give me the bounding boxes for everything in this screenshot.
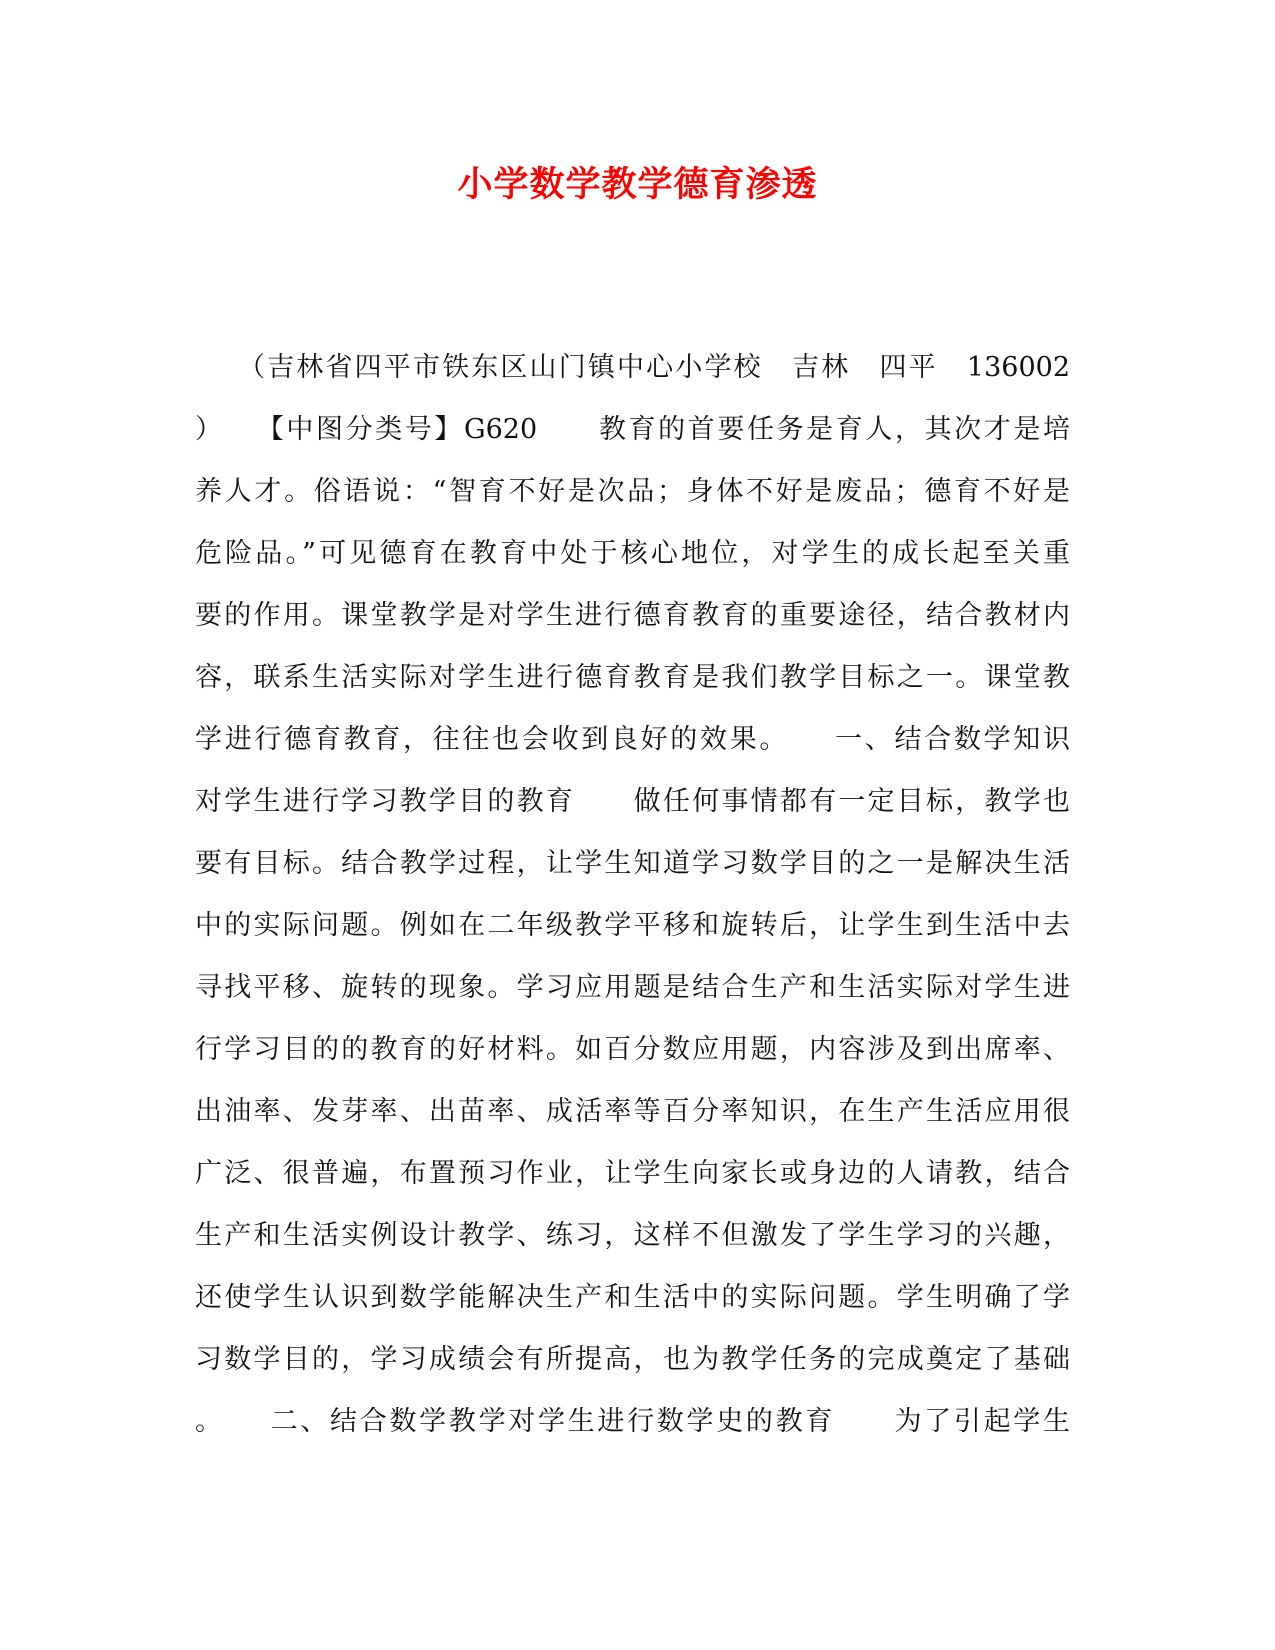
body-line: 广泛、很普遍，布置预习作业，让学生向家长或身边的人请教，结合 — [195, 1158, 1070, 1189]
body-line: 容，联系生活实际对学生进行德育教育是我们教学目标之一。课堂教 — [195, 662, 1070, 693]
body-line: 还使学生认识到数学能解决生产和生活中的实际问题。学生明确了学 — [195, 1282, 1070, 1313]
body-line: ） 【中图分类号】G620 教育的首要任务是育人，其次才是培 — [195, 414, 1070, 445]
body-line: 中的实际问题。例如在二年级教学平移和旋转后，让学生到生活中去 — [195, 910, 1070, 941]
body-line: 出油率、发芽率、出苗率、成活率等百分率知识，在生产生活应用很 — [195, 1096, 1070, 1127]
body-line: 生产和生活实例设计教学、练习，这样不但激发了学生学习的兴趣， — [195, 1220, 1070, 1251]
body-line: 行学习目的的教育的好材料。如百分数应用题，内容涉及到出席率、 — [195, 1034, 1070, 1065]
body-line: 要的作用。课堂教学是对学生进行德育教育的重要途径，结合教材内 — [195, 600, 1070, 631]
body-line: 对学生进行学习教学目的教育 做任何事情都有一定目标，教学也 — [195, 786, 1070, 817]
body-line: 学进行德育教育，往往也会收到良好的效果。 一、结合数学知识 — [195, 724, 1070, 755]
body-line: 养人才。俗语说：“智育不好是次品；身体不好是废品；德育不好是 — [195, 476, 1070, 507]
body-line: 寻找平移、旋转的现象。学习应用题是结合生产和生活实际对学生进 — [195, 972, 1070, 1003]
body-line: （吉林省四平市铁东区山门镇中心小学校 吉林 四平 136002 — [195, 352, 1070, 383]
document-title: 小学数学教学德育渗透 — [457, 164, 818, 205]
body-line: 危险品。”可见德育在教育中处于核心地位，对学生的成长起至关重 — [195, 538, 1070, 569]
body-line: 。 二、结合数学教学对学生进行数学史的教育 为了引起学生 — [195, 1406, 1070, 1437]
body-line: 习数学目的，学习成绩会有所提高，也为教学任务的完成奠定了基础 — [195, 1344, 1070, 1375]
body-line: 要有目标。结合教学过程，让学生知道学习数学目的之一是解决生活 — [195, 848, 1070, 879]
